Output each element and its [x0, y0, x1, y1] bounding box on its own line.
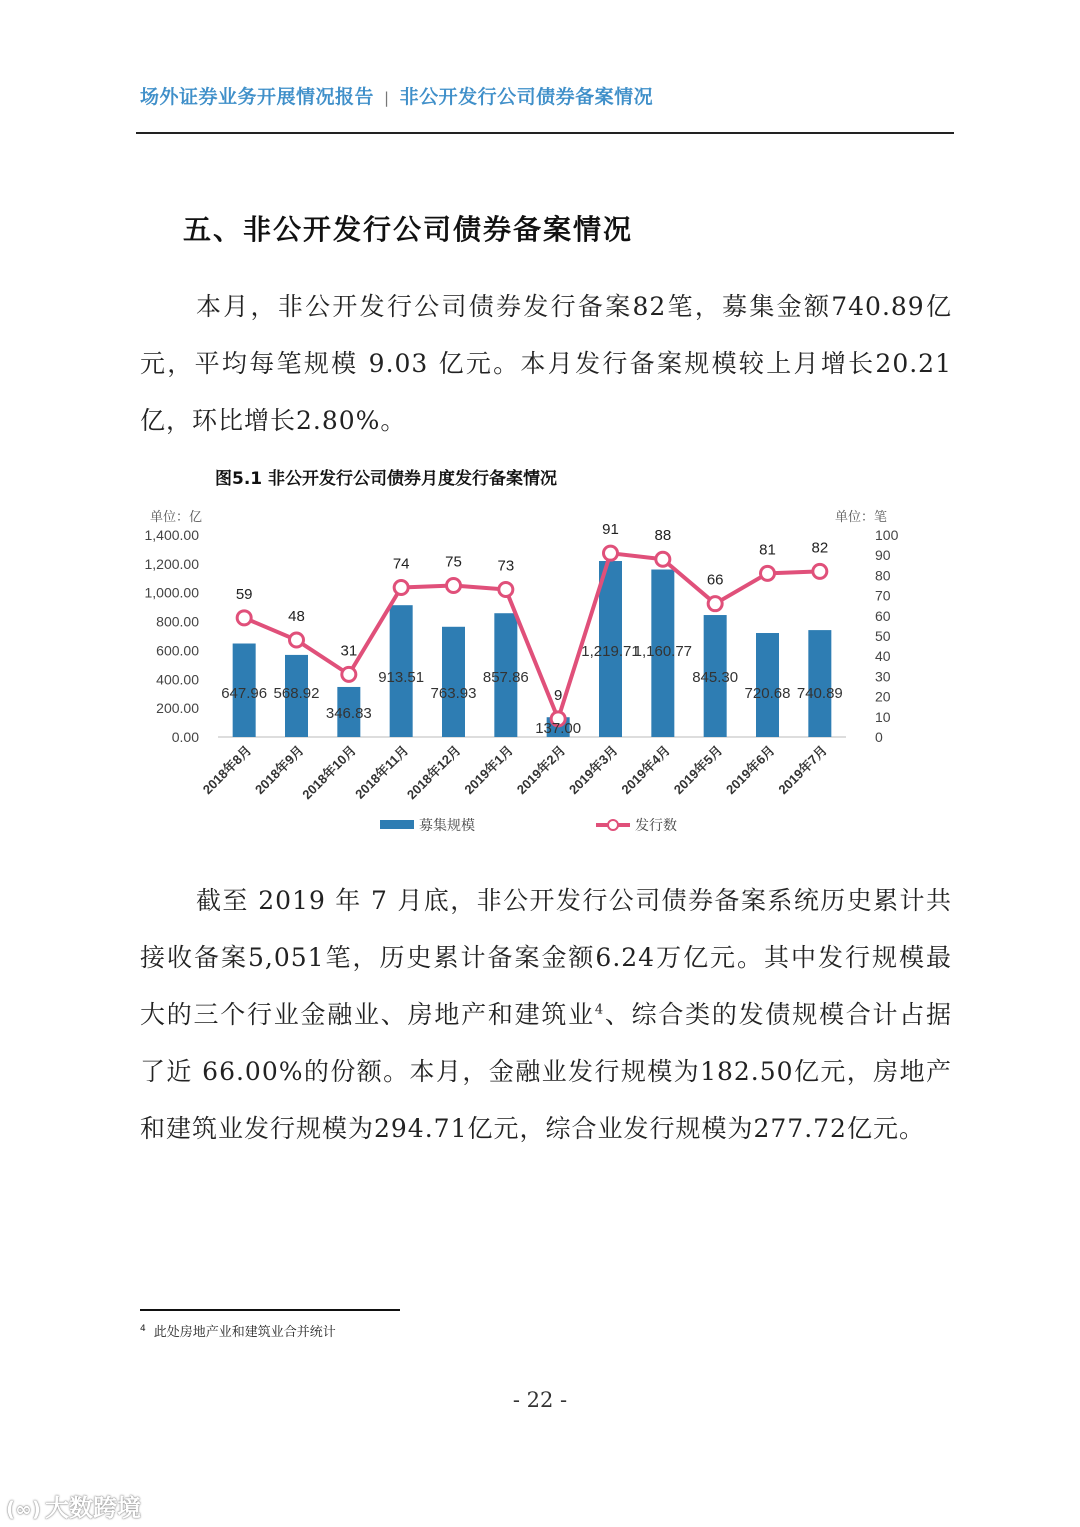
left-axis-tick-label: 0.00	[171, 729, 199, 745]
line-point-12	[813, 564, 827, 578]
header-report-title: 场外证券业务开展情况报告	[140, 86, 375, 108]
category-label: 2019年7月	[775, 742, 830, 798]
line-point-8	[604, 546, 618, 560]
bond-filing-chart	[110, 500, 910, 845]
running-header	[140, 82, 653, 109]
bar-data-label: 845.30	[692, 669, 739, 686]
bar-data-label: 1,219.71	[581, 643, 640, 660]
category-label: 2019年1月	[461, 742, 516, 798]
right-axis-tick-label: 10	[875, 708, 891, 725]
bar-data-label: 913.51	[378, 669, 425, 686]
right-axis-tick-label: 100	[875, 527, 899, 543]
line-data-label: 73	[497, 557, 515, 575]
line-data-label: 48	[288, 608, 305, 626]
bar-data-label: 720.68	[744, 685, 791, 702]
legend-swatch-marker	[608, 820, 618, 830]
right-axis-tick-label: 30	[875, 668, 891, 685]
line-point-9	[656, 552, 670, 566]
paragraph-1: 本月，非公开发行公司债券发行备案82笔，募集金额740.89亿元，平均每笔规模 9.03 亿元。本月发行备案规模较上月增长20.21亿，环比增长2.80%。	[140, 292, 952, 435]
line-data-label: 81	[759, 541, 776, 559]
right-axis-unit-label: 单位：笔	[835, 509, 888, 524]
figure-title: 图5.1 非公开发行公司债券月度发行备案情况	[215, 469, 558, 489]
line-data-label: 9	[553, 686, 563, 704]
line-data-label: 59	[235, 585, 253, 603]
left-axis-tick-label: 400.00	[156, 671, 199, 688]
bar-data-label: 647.96	[221, 685, 268, 702]
bar-data-label: 1,160.77	[633, 643, 693, 660]
right-axis-tick-label: 20	[875, 688, 891, 705]
legend-label-line: 发行数	[635, 817, 677, 833]
line-data-label: 74	[392, 555, 410, 573]
section-title: 五、非公开发行公司债券备案情况	[183, 213, 634, 246]
legend-label-bars: 募集规模	[419, 817, 475, 833]
line-data-label: 88	[654, 527, 672, 545]
category-label: 2018年11月	[352, 742, 412, 802]
line-data-label: 82	[811, 539, 829, 557]
category-label: 2019年2月	[513, 742, 569, 798]
category-label: 2019年6月	[723, 742, 778, 798]
line-data-label: 31	[340, 642, 358, 660]
bar-data-label: 568.92	[273, 685, 320, 702]
left-axis-unit-label: 单位：亿	[150, 509, 203, 524]
category-label: 2019年4月	[618, 742, 673, 798]
footnote-reference[interactable]: 4	[594, 1002, 605, 1018]
left-axis-tick-label: 1,200.00	[144, 555, 199, 572]
right-axis-tick-label: 80	[875, 567, 891, 584]
right-axis-tick-label: 70	[875, 587, 891, 604]
right-axis-tick-label: 90	[875, 547, 891, 564]
watermark	[6, 1488, 141, 1523]
paragraph-2-text-before: 截至 2019 年 7 月底，非公开发行公司债券备案系统历史累计共接收备案5,051笔，历史累计备案金额6.24万亿元。其中发行规模最大的三个行业金融业、房地产和建筑业	[140, 886, 952, 1029]
line-point-6	[499, 583, 513, 597]
category-label: 2018年8月	[199, 742, 255, 798]
paragraph-2	[140, 872, 952, 1157]
line-point-5	[447, 579, 461, 593]
right-axis-tick-label: 0	[875, 729, 883, 745]
legend-swatch-bars	[380, 820, 414, 829]
footnote	[140, 1321, 336, 1340]
line-point-3	[342, 667, 356, 681]
category-label: 2018年10月	[299, 742, 359, 803]
footnote-mark: 4	[140, 1323, 146, 1334]
header-separator: |	[384, 89, 390, 107]
bar-data-label: 137.00	[535, 720, 582, 737]
line-data-label: 91	[602, 521, 619, 539]
right-axis-tick-label: 60	[875, 607, 891, 624]
footnote-rule	[140, 1309, 400, 1311]
left-axis-tick-label: 200.00	[156, 700, 199, 717]
line-point-10	[708, 597, 722, 611]
bar-data-label: 763.93	[430, 685, 477, 702]
line-point-1	[237, 611, 251, 625]
line-point-4	[394, 581, 408, 595]
category-label: 2018年12月	[403, 742, 464, 803]
right-axis-tick-label: 40	[875, 648, 891, 665]
line-point-2	[290, 633, 304, 647]
left-axis-tick-label: 800.00	[156, 613, 199, 630]
left-axis-tick-label: 1,000.00	[144, 584, 199, 601]
right-axis-tick-label: 50	[875, 628, 891, 644]
footnote-text: 此处房地产业和建筑业合并统计	[153, 1325, 336, 1340]
bar-data-label: 857.86	[482, 669, 529, 686]
category-label: 2019年3月	[566, 742, 621, 798]
category-label: 2018年9月	[252, 742, 307, 798]
watermark-text: 大数跨境	[44, 1494, 141, 1522]
bar-data-label: 346.83	[325, 705, 372, 722]
watermark-logo-icon: (∞)	[6, 1497, 41, 1521]
left-axis-tick-label: 1,400.00	[144, 527, 199, 543]
bar-data-label: 740.89	[796, 685, 843, 702]
bar-12	[808, 630, 831, 737]
category-label: 2019年5月	[670, 742, 726, 798]
left-axis-tick-label: 600.00	[156, 642, 199, 659]
bar-5	[442, 627, 465, 737]
line-point-11	[761, 566, 775, 580]
line-data-label: 66	[706, 571, 724, 589]
header-rule	[136, 132, 954, 134]
line-data-label: 75	[445, 553, 462, 571]
line-series-path	[244, 553, 820, 719]
paragraph-2-text-after: 、综合类的发债规模合计占据了近 66.00%的份额。本月，金融业发行规模为182.50亿元，房地产和建筑业发行规模为294.71亿元，综合业发行规模为277.72亿元。	[140, 1000, 952, 1143]
header-section-title: 非公开发行公司债券备案情况	[399, 86, 654, 108]
page-number: - 22 -	[512, 1388, 568, 1412]
